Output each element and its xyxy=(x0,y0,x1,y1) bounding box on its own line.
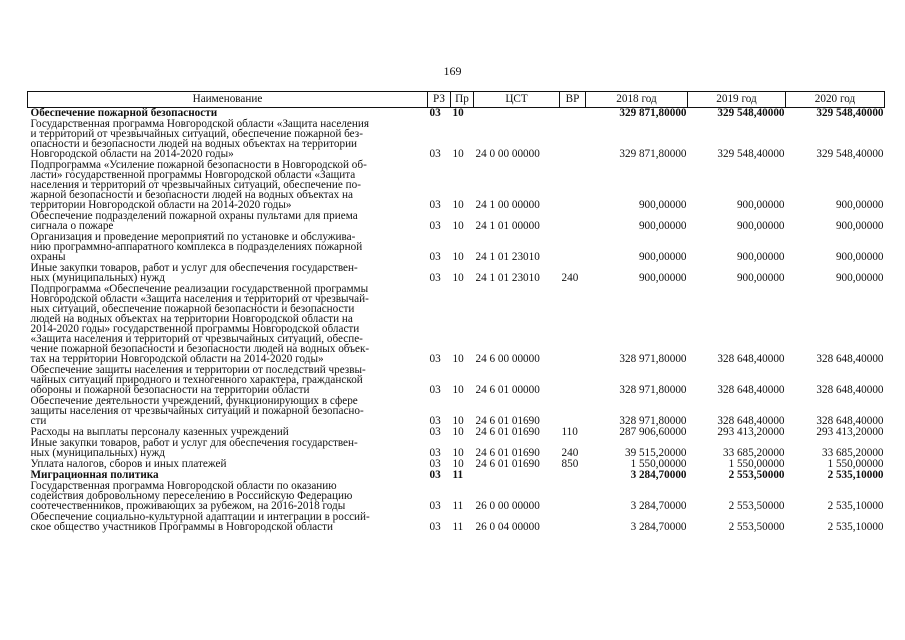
cell-2019: 900,00000 xyxy=(736,272,785,284)
cell-2020: 328 648,40000 xyxy=(816,384,884,396)
cell-2019: 2 553,50000 xyxy=(728,500,785,512)
cell-2019: 328 648,40000 xyxy=(717,353,785,365)
cell-pr: 10 xyxy=(452,251,464,263)
cell-name-line: людей на водных объектах на территории Новгородской области на xyxy=(30,313,353,325)
cell-name-line: Иные закупки товаров, работ и услуг для обеспечения государствен- xyxy=(30,262,358,274)
header-2018: 2018 год xyxy=(586,92,688,108)
cell-name-line: защиты населения от чрезвычайных ситуаций и пожарной безопасно- xyxy=(30,405,364,417)
header-rz: РЗ xyxy=(428,92,451,108)
cell-name-line: тах на территории Новгородской области на 2014-2020 годы» xyxy=(30,353,324,365)
cell-rz: 03 xyxy=(429,353,441,365)
header-cst: ЦСТ xyxy=(474,92,560,108)
cell-name-line: опасности и безопасности людей на водных объектах на территории xyxy=(30,138,358,150)
table-row xyxy=(28,396,885,427)
table-row xyxy=(28,512,885,533)
cell-vr: 240 xyxy=(561,272,579,284)
cell-name-line: Новгородской области на 2014-2020 годы» xyxy=(30,148,234,160)
cell-name-line: ных ситуаций, обеспечение пожарной безопасности и безопасности xyxy=(30,303,355,315)
cell-pr: 10 xyxy=(452,148,464,160)
cell-name xyxy=(28,365,428,396)
cell-2018: 900,00000 xyxy=(638,199,687,211)
cell-rz: 03 xyxy=(429,500,441,512)
cell-cst xyxy=(474,470,560,481)
header-2019: 2019 год xyxy=(688,92,786,108)
cell-2019: 328 648,40000 xyxy=(717,384,785,396)
cell-pr: 10 xyxy=(452,447,464,459)
header-pr: Пр xyxy=(451,92,474,108)
cell-2018: 328 971,80000 xyxy=(619,415,687,427)
cell-name-line: сигнала о пожаре xyxy=(30,220,114,232)
cell-cst: 24 1 01 23010 xyxy=(475,272,540,284)
cell-2020: 293 413,20000 xyxy=(816,426,884,438)
cell-pr: 10 xyxy=(452,272,464,284)
cell-name xyxy=(28,396,428,427)
cell-name-line: охраны xyxy=(30,251,66,263)
cell-name xyxy=(28,160,428,211)
cell-cst: 26 0 04 00000 xyxy=(475,521,540,533)
cell-2019: 1 550,00000 xyxy=(728,458,785,470)
cell-2020: 900,00000 xyxy=(835,220,884,232)
cell-name-line: и территорий от чрезвычайных ситуаций, обеспечение пожарной без- xyxy=(30,128,363,140)
cell-name-line: Обеспечение пожарной безопасности xyxy=(30,107,218,119)
cell-name xyxy=(28,263,428,284)
cell-2020: 329 548,40000 xyxy=(816,107,884,119)
cell-vr xyxy=(560,481,586,512)
header-2020: 2020 год xyxy=(786,92,885,108)
cell-name-line: чение пожарной безопасности и безопасности людей на водных объек- xyxy=(30,343,370,355)
cell-name-line: Обеспечение деятельности учреждений, функционирующих в сфере xyxy=(30,395,358,407)
cell-pr: 10 xyxy=(452,220,464,232)
cell-name xyxy=(28,119,428,160)
cell-2018: 287 906,60000 xyxy=(619,426,687,438)
budget-table xyxy=(27,91,885,533)
table-row xyxy=(28,160,885,211)
cell-name-line: Уплата налогов, сборов и иных платежей xyxy=(30,458,227,470)
cell-name-line: Миграционная политика xyxy=(30,469,159,481)
cell-2019: 2 553,50000 xyxy=(728,469,785,481)
cell-name-line: Иные закупки товаров, работ и услуг для обеспечения государствен- xyxy=(30,437,358,449)
cell-pr: 10 xyxy=(452,458,464,470)
cell-rz: 03 xyxy=(429,272,441,284)
cell-vr: 240 xyxy=(561,447,579,459)
cell-2020: 2 535,10000 xyxy=(827,500,884,512)
cell-rz: 03 xyxy=(429,199,441,211)
cell-2020: 329 548,40000 xyxy=(816,148,884,160)
cell-pr: 10 xyxy=(452,199,464,211)
cell-pr: 11 xyxy=(452,469,464,481)
table-row xyxy=(28,232,885,263)
cell-rz: 03 xyxy=(429,469,441,481)
cell-pr: 10 xyxy=(452,353,464,365)
table-row xyxy=(28,263,885,284)
cell-rz: 03 xyxy=(429,415,441,427)
cell-name-line: Государственная программа Новгородской области «Защита населения xyxy=(30,118,369,130)
cell-name-line: «Защита населения и территорий от чрезвычайных ситуаций, обеспе- xyxy=(30,333,363,345)
cell-name-line: содействия добровольному переселению в Российскую Федерацию xyxy=(30,490,353,502)
cell-vr xyxy=(560,284,586,365)
cell-cst: 24 6 00 00000 xyxy=(475,353,540,365)
cell-pr: 10 xyxy=(452,415,464,427)
cell-rz: 03 xyxy=(429,220,441,232)
cell-cst: 24 6 01 01690 xyxy=(475,415,540,427)
table-row xyxy=(28,365,885,396)
cell-2018: 3 284,70000 xyxy=(630,469,687,481)
cell-name-line: Организация и проведение мероприятий по установке и обслужива- xyxy=(30,231,356,243)
cell-name-line: ных (муниципальных) нужд xyxy=(30,272,165,284)
page-number: 169 xyxy=(443,64,462,78)
cell-2020: 900,00000 xyxy=(835,199,884,211)
cell-name-line: Государственная программа Новгородской области по оказанию xyxy=(30,480,337,492)
cell-rz: 03 xyxy=(429,521,441,533)
cell-name-line: обороны и пожарной безопасности на территории области xyxy=(30,384,310,396)
cell-name-line: Подпрограмма «Обеспечение реализации государственной программы xyxy=(30,283,369,295)
cell-cst xyxy=(474,108,560,120)
cell-2019: 900,00000 xyxy=(736,220,785,232)
cell-2020: 328 648,40000 xyxy=(816,415,884,427)
table-row xyxy=(28,481,885,512)
cell-2018: 900,00000 xyxy=(638,220,687,232)
cell-2018: 328 971,80000 xyxy=(619,384,687,396)
cell-cst: 24 6 01 01690 xyxy=(475,458,540,470)
cell-name-line: чайных ситуаций природного и техногенного характера, гражданской xyxy=(30,374,363,386)
cell-rz: 03 xyxy=(429,107,441,119)
cell-name-line: 2014-2020 годы» государственной программы Новгородской области xyxy=(30,323,360,335)
cell-2020: 2 535,10000 xyxy=(827,469,884,481)
cell-vr xyxy=(560,160,586,211)
cell-2020: 2 535,10000 xyxy=(827,521,884,533)
cell-vr: 110 xyxy=(561,426,578,438)
cell-vr xyxy=(560,119,586,160)
cell-vr xyxy=(560,211,586,232)
cell-name-line: жарной безопасности и безопасности людей на водных объектах на xyxy=(30,189,353,201)
cell-2018: 3 284,70000 xyxy=(630,521,687,533)
table-row xyxy=(28,284,885,365)
cell-name-line: Обеспечение защиты населения и территории от последствий чрезвы- xyxy=(30,364,366,376)
table-row xyxy=(28,119,885,160)
cell-cst: 24 1 01 00000 xyxy=(475,220,540,232)
cell-vr: 850 xyxy=(561,458,579,470)
cell-pr: 10 xyxy=(452,426,464,438)
cell-2018: 39 515,20000 xyxy=(624,447,687,459)
cell-vr xyxy=(560,512,586,533)
cell-cst: 24 0 00 00000 xyxy=(475,148,540,160)
cell-2018: 900,00000 xyxy=(638,272,687,284)
cell-name-line: сти xyxy=(30,415,47,427)
cell-name xyxy=(28,512,428,533)
cell-2020: 1 550,00000 xyxy=(827,458,884,470)
cell-2020: 900,00000 xyxy=(835,251,884,263)
cell-name-line: территории Новгородской области на 2014-2020 годы» xyxy=(30,199,292,211)
cell-cst: 24 6 01 01690 xyxy=(475,447,540,459)
cell-rz: 03 xyxy=(429,384,441,396)
cell-name-line: Обеспечение подразделений пожарной охраны пультами для приема xyxy=(30,210,358,222)
table-row xyxy=(28,438,885,459)
cell-2018: 1 550,00000 xyxy=(630,458,687,470)
cell-name xyxy=(28,481,428,512)
cell-2018: 900,00000 xyxy=(638,251,687,263)
cell-2020: 900,00000 xyxy=(835,272,884,284)
cell-2019: 329 548,40000 xyxy=(717,148,785,160)
cell-vr xyxy=(560,232,586,263)
cell-name-line: ское общество участников Программы в Новгородской области xyxy=(30,521,333,533)
cell-2019: 900,00000 xyxy=(736,199,785,211)
cell-vr xyxy=(560,470,586,481)
cell-name-line: соотечественников, проживающих за рубежом, на 2016-2018 годы xyxy=(30,500,346,512)
cell-cst: 24 6 01 00000 xyxy=(475,384,540,396)
cell-name xyxy=(28,284,428,365)
cell-cst: 26 0 00 00000 xyxy=(475,500,540,512)
cell-2019: 293 413,20000 xyxy=(717,426,785,438)
cell-name-line: ных (муниципальных) нужд xyxy=(30,447,165,459)
cell-rz: 03 xyxy=(429,251,441,263)
cell-name-line: Подпрограмма «Усиление пожарной безопасности в Новгородской об- xyxy=(30,159,367,171)
cell-name xyxy=(28,211,428,232)
cell-name-line: населения и территорий от чрезвычайных ситуаций, обеспечение по- xyxy=(30,179,361,191)
table-row xyxy=(28,211,885,232)
cell-pr: 10 xyxy=(452,384,464,396)
cell-vr xyxy=(560,108,586,120)
cell-pr: 11 xyxy=(452,521,464,533)
cell-cst: 24 1 00 00000 xyxy=(475,199,540,211)
cell-name xyxy=(28,438,428,459)
cell-rz: 03 xyxy=(429,426,441,438)
header-name: Наименование xyxy=(28,92,428,108)
header-vr: ВР xyxy=(560,92,586,108)
cell-name-line: Обеспечение социально-культурной адаптации и интеграции в россий- xyxy=(30,511,370,523)
cell-name-line: нию программно-аппаратного комплекса в подразделениях пожарной xyxy=(30,241,363,253)
cell-2018: 3 284,70000 xyxy=(630,500,687,512)
cell-cst: 24 1 01 23010 xyxy=(475,251,540,263)
cell-pr: 10 xyxy=(452,107,464,119)
cell-name-line: Новгородской области «Защита населения и территорий от чрезвычай- xyxy=(30,293,369,305)
cell-2020: 33 685,20000 xyxy=(821,447,884,459)
cell-2019: 33 685,20000 xyxy=(722,447,785,459)
cell-2019: 900,00000 xyxy=(736,251,785,263)
cell-name-line: Расходы на выплаты персоналу казенных учреждений xyxy=(30,426,289,438)
cell-rz: 03 xyxy=(429,458,441,470)
cell-cst: 24 6 01 01690 xyxy=(475,426,540,438)
cell-2020: 328 648,40000 xyxy=(816,353,884,365)
cell-name-line: ласти» государственной программы Новгородской области «Защита xyxy=(30,169,356,181)
cell-2019: 2 553,50000 xyxy=(728,521,785,533)
cell-vr xyxy=(560,365,586,396)
cell-2018: 329 871,80000 xyxy=(619,107,687,119)
cell-rz: 03 xyxy=(429,148,441,160)
cell-2019: 329 548,40000 xyxy=(717,107,785,119)
cell-2018: 329 871,80000 xyxy=(619,148,687,160)
cell-name xyxy=(28,232,428,263)
cell-rz: 03 xyxy=(429,447,441,459)
cell-pr: 11 xyxy=(452,500,464,512)
table-header-row xyxy=(28,92,885,108)
cell-2019: 328 648,40000 xyxy=(717,415,785,427)
cell-vr xyxy=(560,396,586,427)
cell-2018: 328 971,80000 xyxy=(619,353,687,365)
